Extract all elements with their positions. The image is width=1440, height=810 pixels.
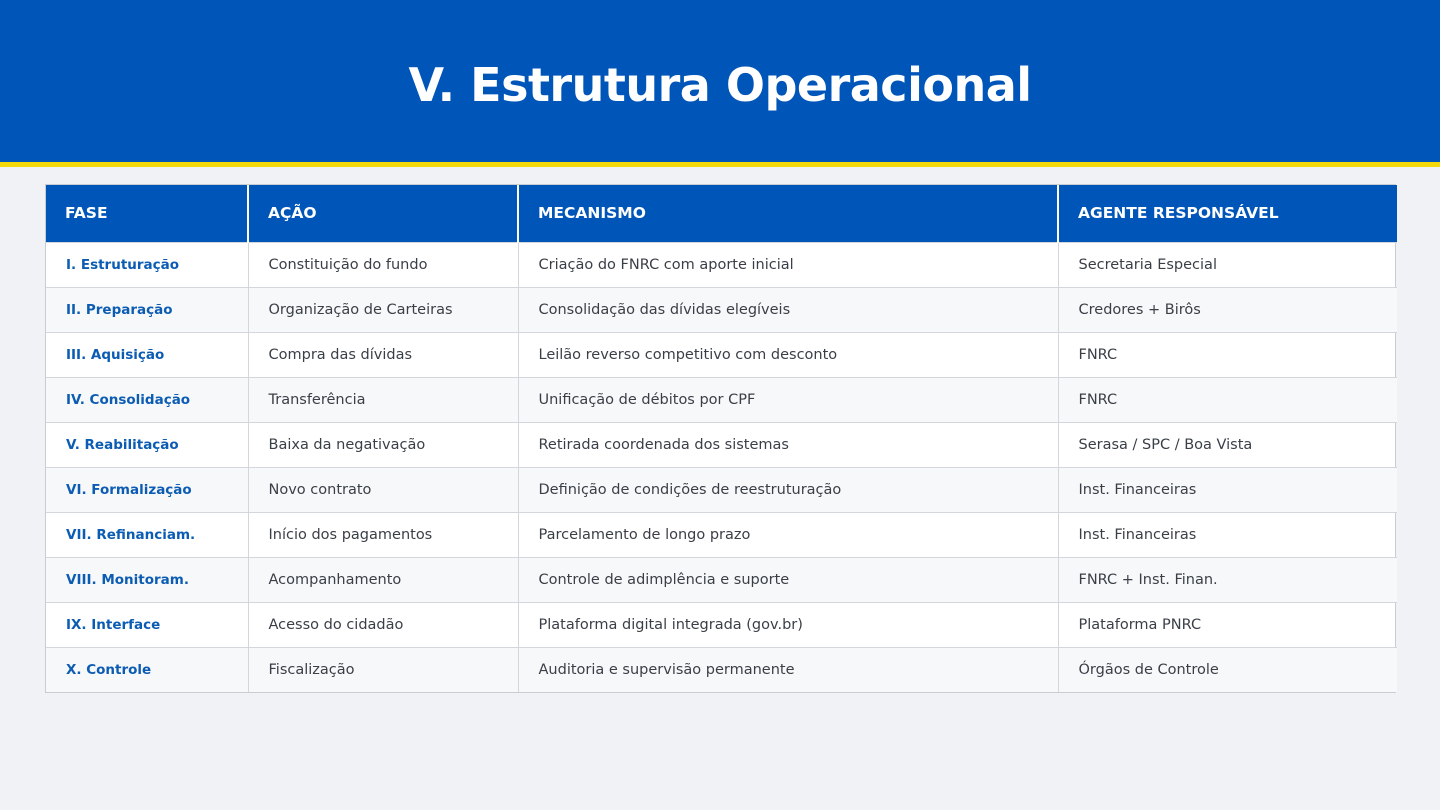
- cell-acao: Compra das dívidas: [248, 332, 518, 377]
- cell-mecanismo: Auditoria e supervisão permanente: [518, 647, 1058, 692]
- cell-mecanismo: Definição de condições de reestruturação: [518, 467, 1058, 512]
- cell-acao: Novo contrato: [248, 467, 518, 512]
- cell-acao: Organização de Carteiras: [248, 287, 518, 332]
- cell-mecanismo: Unificação de débitos por CPF: [518, 377, 1058, 422]
- cell-fase: VI. Formalização: [46, 467, 248, 512]
- cell-fase: X. Controle: [46, 647, 248, 692]
- table-row: [46, 332, 1397, 377]
- cell-agente: Órgãos de Controle: [1058, 647, 1397, 692]
- cell-fase: V. Reabilitação: [46, 422, 248, 467]
- cell-fase: IV. Consolidação: [46, 377, 248, 422]
- cell-agente: Credores + Birôs: [1058, 287, 1397, 332]
- cell-fase: I. Estruturação: [46, 242, 248, 287]
- cell-agente: Secretaria Especial: [1058, 242, 1397, 287]
- page-title: V. Estrutura Operacional: [408, 58, 1032, 112]
- cell-agente: Inst. Financeiras: [1058, 467, 1397, 512]
- cell-fase: VIII. Monitoram.: [46, 557, 248, 602]
- cell-acao: Constituição do fundo: [248, 242, 518, 287]
- cell-agente: FNRC + Inst. Finan.: [1058, 557, 1397, 602]
- cell-agente: Inst. Financeiras: [1058, 512, 1397, 557]
- table-row: [46, 422, 1397, 467]
- table-row: [46, 557, 1397, 602]
- cell-mecanismo: Parcelamento de longo prazo: [518, 512, 1058, 557]
- cell-agente: Serasa / SPC / Boa Vista: [1058, 422, 1397, 467]
- cell-acao: Baixa da negativação: [248, 422, 518, 467]
- header-accent-stripe: [0, 162, 1440, 167]
- table-header-row: [46, 185, 1397, 242]
- cell-mecanismo: Criação do FNRC com aporte inicial: [518, 242, 1058, 287]
- cell-mecanismo: Leilão reverso competitivo com desconto: [518, 332, 1058, 377]
- header-agente-responsavel: AGENTE RESPONSÁVEL: [1058, 185, 1397, 242]
- cell-fase: III. Aquisição: [46, 332, 248, 377]
- cell-agente: FNRC: [1058, 377, 1397, 422]
- cell-fase: II. Preparação: [46, 287, 248, 332]
- table-row: [46, 377, 1397, 422]
- table-row: [46, 602, 1397, 647]
- cell-agente: Plataforma PNRC: [1058, 602, 1397, 647]
- cell-acao: Fiscalização: [248, 647, 518, 692]
- cell-acao: Acesso do cidadão: [248, 602, 518, 647]
- header-mecanismo: MECANISMO: [518, 185, 1058, 242]
- table-row: [46, 242, 1397, 287]
- operational-structure-table: [45, 184, 1396, 693]
- page-header: [0, 0, 1440, 162]
- cell-mecanismo: Consolidação das dívidas elegíveis: [518, 287, 1058, 332]
- cell-mecanismo: Controle de adimplência e suporte: [518, 557, 1058, 602]
- header-acao: AÇÃO: [248, 185, 518, 242]
- cell-acao: Transferência: [248, 377, 518, 422]
- cell-acao: Início dos pagamentos: [248, 512, 518, 557]
- header-fase: FASE: [46, 185, 248, 242]
- table-row: [46, 287, 1397, 332]
- cell-fase: IX. Interface: [46, 602, 248, 647]
- table-row: [46, 467, 1397, 512]
- cell-acao: Acompanhamento: [248, 557, 518, 602]
- cell-fase: VII. Refinanciam.: [46, 512, 248, 557]
- cell-agente: FNRC: [1058, 332, 1397, 377]
- table-row: [46, 512, 1397, 557]
- cell-mecanismo: Plataforma digital integrada (gov.br): [518, 602, 1058, 647]
- cell-mecanismo: Retirada coordenada dos sistemas: [518, 422, 1058, 467]
- table-row: [46, 647, 1397, 692]
